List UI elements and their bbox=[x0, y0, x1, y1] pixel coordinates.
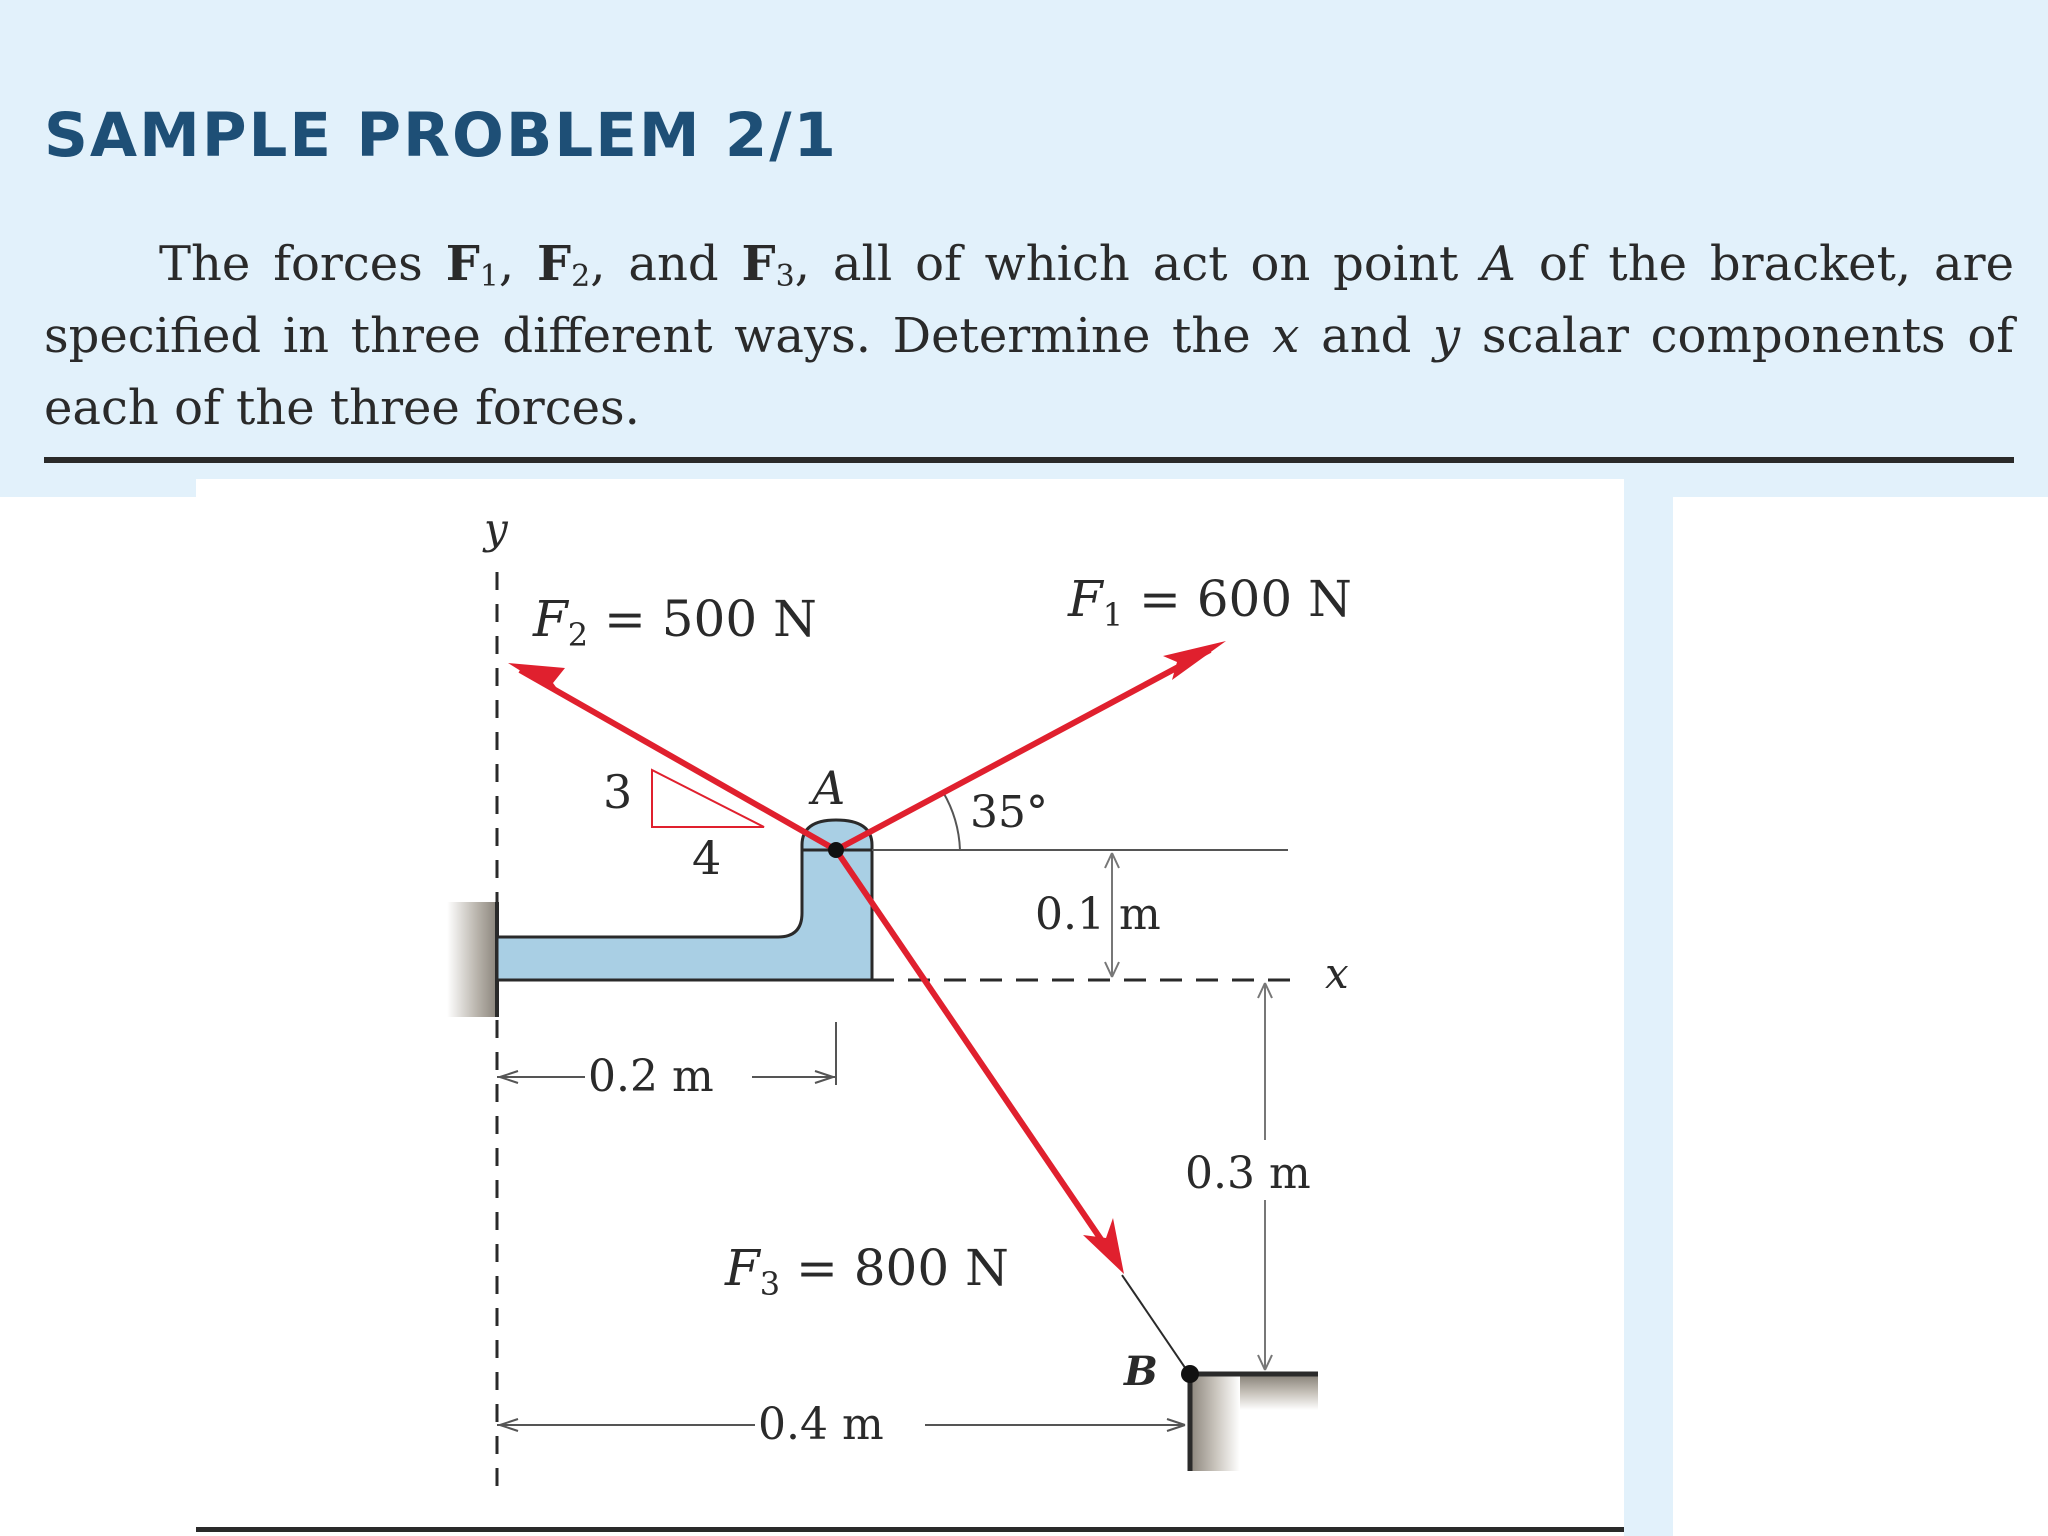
force-f3-label: $F_3 = 800$ N bbox=[725, 1239, 1009, 1303]
y-symbol: y bbox=[1433, 308, 1461, 364]
dimension-0.4m-label: 0.4 m bbox=[758, 1399, 884, 1450]
dimension-0.1m-label: 0.1 m bbox=[1035, 889, 1161, 940]
dimension-0.3m-label: 0.3 m bbox=[1185, 1148, 1311, 1199]
bracket-body bbox=[497, 820, 872, 980]
angle-arc bbox=[943, 792, 960, 850]
dimension-0.2m-label: 0.2 m bbox=[588, 1051, 714, 1102]
statement-text: , and bbox=[590, 236, 742, 292]
slope-rise-label: 3 bbox=[603, 765, 633, 819]
force-f3-subscript: 3 bbox=[775, 259, 795, 294]
wall-support bbox=[447, 902, 497, 1017]
x-symbol: x bbox=[1272, 308, 1300, 364]
statement-text: , bbox=[498, 236, 538, 292]
statement-text: , all of which act on point bbox=[794, 236, 1482, 292]
problem-heading: SAMPLE PROBLEM 2/1 bbox=[44, 100, 839, 171]
point-b-marker bbox=[1181, 1365, 1199, 1383]
x-axis-label: x bbox=[1325, 949, 1349, 998]
statement-text: and bbox=[1299, 308, 1434, 364]
force-f2-subscript: 2 bbox=[571, 259, 591, 294]
angle-label: 35° bbox=[970, 787, 1048, 838]
figure-bottom-rule bbox=[196, 1527, 1624, 1532]
force-f2-symbol: F bbox=[537, 236, 572, 292]
point-b-label: B bbox=[1124, 1348, 1158, 1395]
point-a-label: A bbox=[812, 761, 846, 815]
force-f1-subscript: 1 bbox=[479, 259, 499, 294]
force-f2-label: $F_2 = 500$ N bbox=[533, 590, 817, 654]
support-b bbox=[1190, 1374, 1318, 1471]
statement-text: of the bracket, are specified in three different ways. Determine the bbox=[44, 236, 2015, 364]
y-axis-label: y bbox=[484, 504, 508, 553]
force-f1-label: $F_1 = 600$ N bbox=[1068, 570, 1352, 634]
force-f3-symbol: F bbox=[741, 236, 776, 292]
statement-text: scalar components of each of the three forces. bbox=[44, 308, 2015, 436]
force-f2-arrow bbox=[508, 663, 836, 850]
slope-run-label: 4 bbox=[692, 831, 722, 885]
point-a-marker bbox=[828, 842, 844, 858]
statement-text: The forces bbox=[159, 236, 446, 292]
force-f1-symbol: F bbox=[445, 236, 480, 292]
point-a-symbol: A bbox=[1481, 236, 1516, 292]
